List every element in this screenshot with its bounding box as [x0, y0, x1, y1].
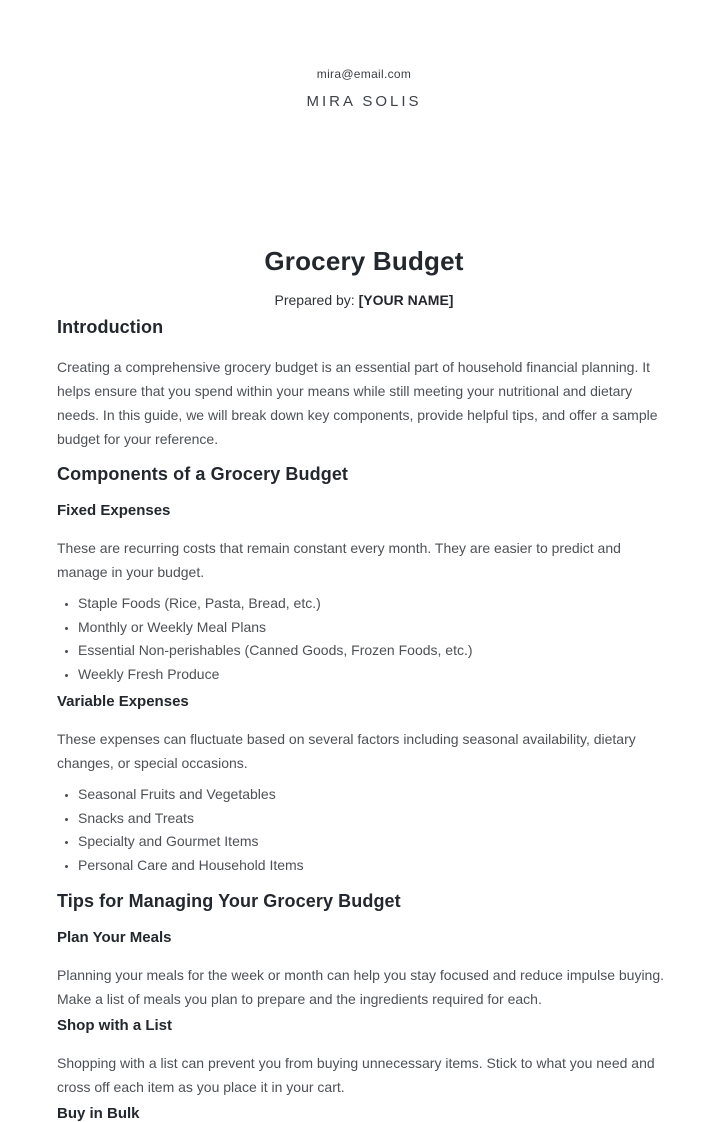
plan-your-meals-paragraph: Planning your meals for the week or month can help you stay focused and reduce impulse buying. Make a list of meals you plan to prepare and the ingredients required for each. [57, 966, 665, 1007]
list-item: • Specialty and Gourmet Items [78, 830, 671, 854]
section-heading-components: Components of a Grocery Budget [57, 464, 349, 484]
subheading-variable-expenses: Variable Expenses [57, 692, 189, 710]
letterhead [57, 0, 671, 110]
introduction-paragraph: Creating a comprehensive grocery budget is an essential part of household financial planning. It helps ensure that you spend within your means while still meeting your nutritional and dietary needs. In this guide, we will break down key components, provide helpful tips, and offer a sample budget for your reference. [57, 359, 658, 447]
prepared-by-line [57, 292, 671, 308]
variable-expenses-list [57, 783, 671, 878]
subheading-buy-in-bulk: Buy in Bulk [57, 1104, 140, 1122]
author-name: MIRA SOLIS [306, 93, 422, 110]
variable-expenses-paragraph: These expenses can fluctuate based on several factors including seasonal availability, dietary changes, or special occasions. [57, 730, 636, 771]
subheading-fixed-expenses: Fixed Expenses [57, 502, 171, 519]
list-item: • Seasonal Fruits and Vegetables [78, 783, 671, 807]
list-item: • Personal Care and Household Items [78, 854, 671, 878]
list-item: • Essential Non-perishables (Canned Goods, Frozen Foods, etc.) [78, 639, 671, 663]
section-heading-tips: Tips for Managing Your Grocery Budget [57, 890, 401, 911]
title-block [57, 246, 671, 308]
prepared-by-label: Prepared by: [274, 292, 355, 308]
shop-with-a-list-paragraph: Shopping with a list can prevent you from buying unnecessary items. Stick to what you need and cross off each item as you place it in your cart. [57, 1054, 655, 1095]
fixed-expenses-paragraph: These are recurring costs that remain constant every month. They are easier to predict and manage in your budget. [57, 540, 621, 580]
list-item: • Snacks and Treats [78, 807, 671, 831]
prepared-by-value: [YOUR NAME] [358, 292, 454, 308]
section-heading-introduction: Introduction [57, 317, 164, 337]
list-item: • Staple Foods (Rice, Pasta, Bread, etc.) [78, 592, 671, 616]
subheading-shop-with-a-list: Shop with a List [57, 1016, 172, 1034]
list-item: • Monthly or Weekly Meal Plans [78, 616, 671, 640]
document-title: Grocery Budget [264, 246, 464, 276]
fixed-expenses-list [57, 592, 671, 687]
contact-email: mira@email.com [316, 67, 412, 81]
subheading-plan-your-meals: Plan Your Meals [57, 928, 172, 946]
list-item: • Weekly Fresh Produce [78, 663, 671, 687]
